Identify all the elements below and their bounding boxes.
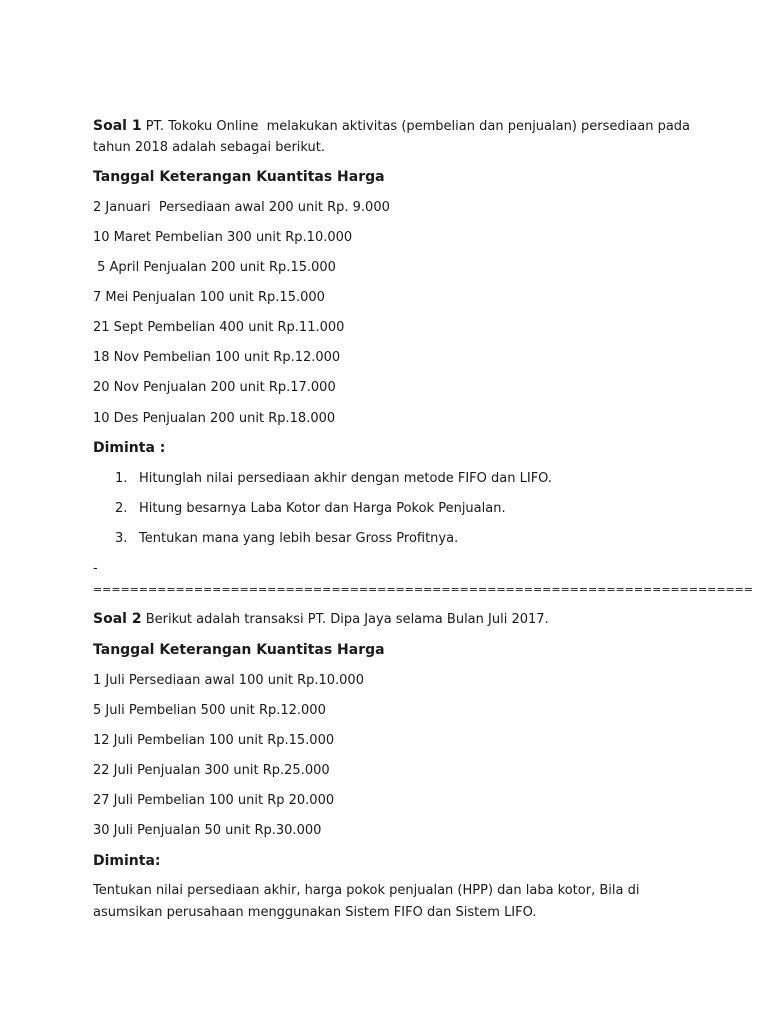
task-number: 1. bbox=[115, 471, 128, 486]
soal1-intro-line2: tahun 2018 adalah sebagai berikut. bbox=[93, 140, 326, 155]
soal1-task-item bbox=[115, 500, 506, 518]
soal1-row: 5 April Penjualan 200 unit Rp.15.000 bbox=[93, 260, 336, 275]
task-text: Tentukan mana yang lebih besar Gross Profitnya. bbox=[139, 531, 459, 546]
soal2-label: Soal 2 bbox=[93, 611, 142, 627]
soal1-task-item bbox=[115, 470, 552, 488]
soal2-table-header: Tanggal Keterangan Kuantitas Harga bbox=[93, 642, 385, 658]
soal2-task-line2: asumsikan perusahaan menggunakan Sistem FIFO dan Sistem LIFO. bbox=[93, 905, 537, 920]
soal2-diminta-heading: Diminta: bbox=[93, 853, 161, 869]
soal1-row: 21 Sept Pembelian 400 unit Rp.11.000 bbox=[93, 320, 345, 335]
separator-dash: - bbox=[93, 561, 98, 576]
soal1-row: 18 Nov Pembelian 100 unit Rp.12.000 bbox=[93, 350, 341, 365]
task-text: Hitung besarnya Laba Kotor dan Harga Pokok Penjualan. bbox=[139, 501, 506, 516]
task-number: 3. bbox=[115, 531, 128, 546]
soal2-intro-text: Berikut adalah transaksi PT. Dipa Jaya selama Bulan Juli 2017. bbox=[141, 612, 549, 627]
soal2-row: 12 Juli Pembelian 100 unit Rp.15.000 bbox=[93, 733, 335, 748]
soal1-intro-line1 bbox=[93, 117, 690, 136]
soal2-row: 27 Juli Pembelian 100 unit Rp 20.000 bbox=[93, 793, 335, 808]
soal1-table-header: Tanggal Keterangan Kuantitas Harga bbox=[93, 169, 385, 185]
separator-line: ======================================================================== bbox=[93, 583, 754, 596]
soal2-row: 30 Juli Penjualan 50 unit Rp.30.000 bbox=[93, 823, 322, 838]
soal1-row: 2 Januari Persediaan awal 200 unit Rp. 9.000 bbox=[93, 200, 390, 215]
soal1-diminta-heading: Diminta : bbox=[93, 440, 166, 456]
soal2-row: 1 Juli Persediaan awal 100 unit Rp.10.000 bbox=[93, 673, 364, 688]
soal2-row: 5 Juli Pembelian 500 unit Rp.12.000 bbox=[93, 703, 326, 718]
soal2-intro bbox=[93, 610, 549, 629]
soal1-task-item bbox=[115, 530, 458, 548]
soal2-row: 22 Juli Penjualan 300 unit Rp.25.000 bbox=[93, 763, 330, 778]
soal1-row: 7 Mei Penjualan 100 unit Rp.15.000 bbox=[93, 290, 325, 305]
soal1-row: 10 Des Penjualan 200 unit Rp.18.000 bbox=[93, 411, 336, 426]
task-text: Hitunglah nilai persediaan akhir dengan metode FIFO dan LIFO. bbox=[139, 471, 553, 486]
soal1-intro-text: PT. Tokoku Online melakukan aktivitas (pembelian dan penjualan) persediaan pada bbox=[141, 119, 691, 134]
task-number: 2. bbox=[115, 501, 128, 516]
soal1-label: Soal 1 bbox=[93, 118, 142, 134]
soal2-task-line1: Tentukan nilai persediaan akhir, harga pokok penjualan (HPP) dan laba kotor, Bila di bbox=[93, 883, 640, 898]
soal1-row: 20 Nov Penjualan 200 unit Rp.17.000 bbox=[93, 380, 336, 395]
soal1-row: 10 Maret Pembelian 300 unit Rp.10.000 bbox=[93, 230, 353, 245]
